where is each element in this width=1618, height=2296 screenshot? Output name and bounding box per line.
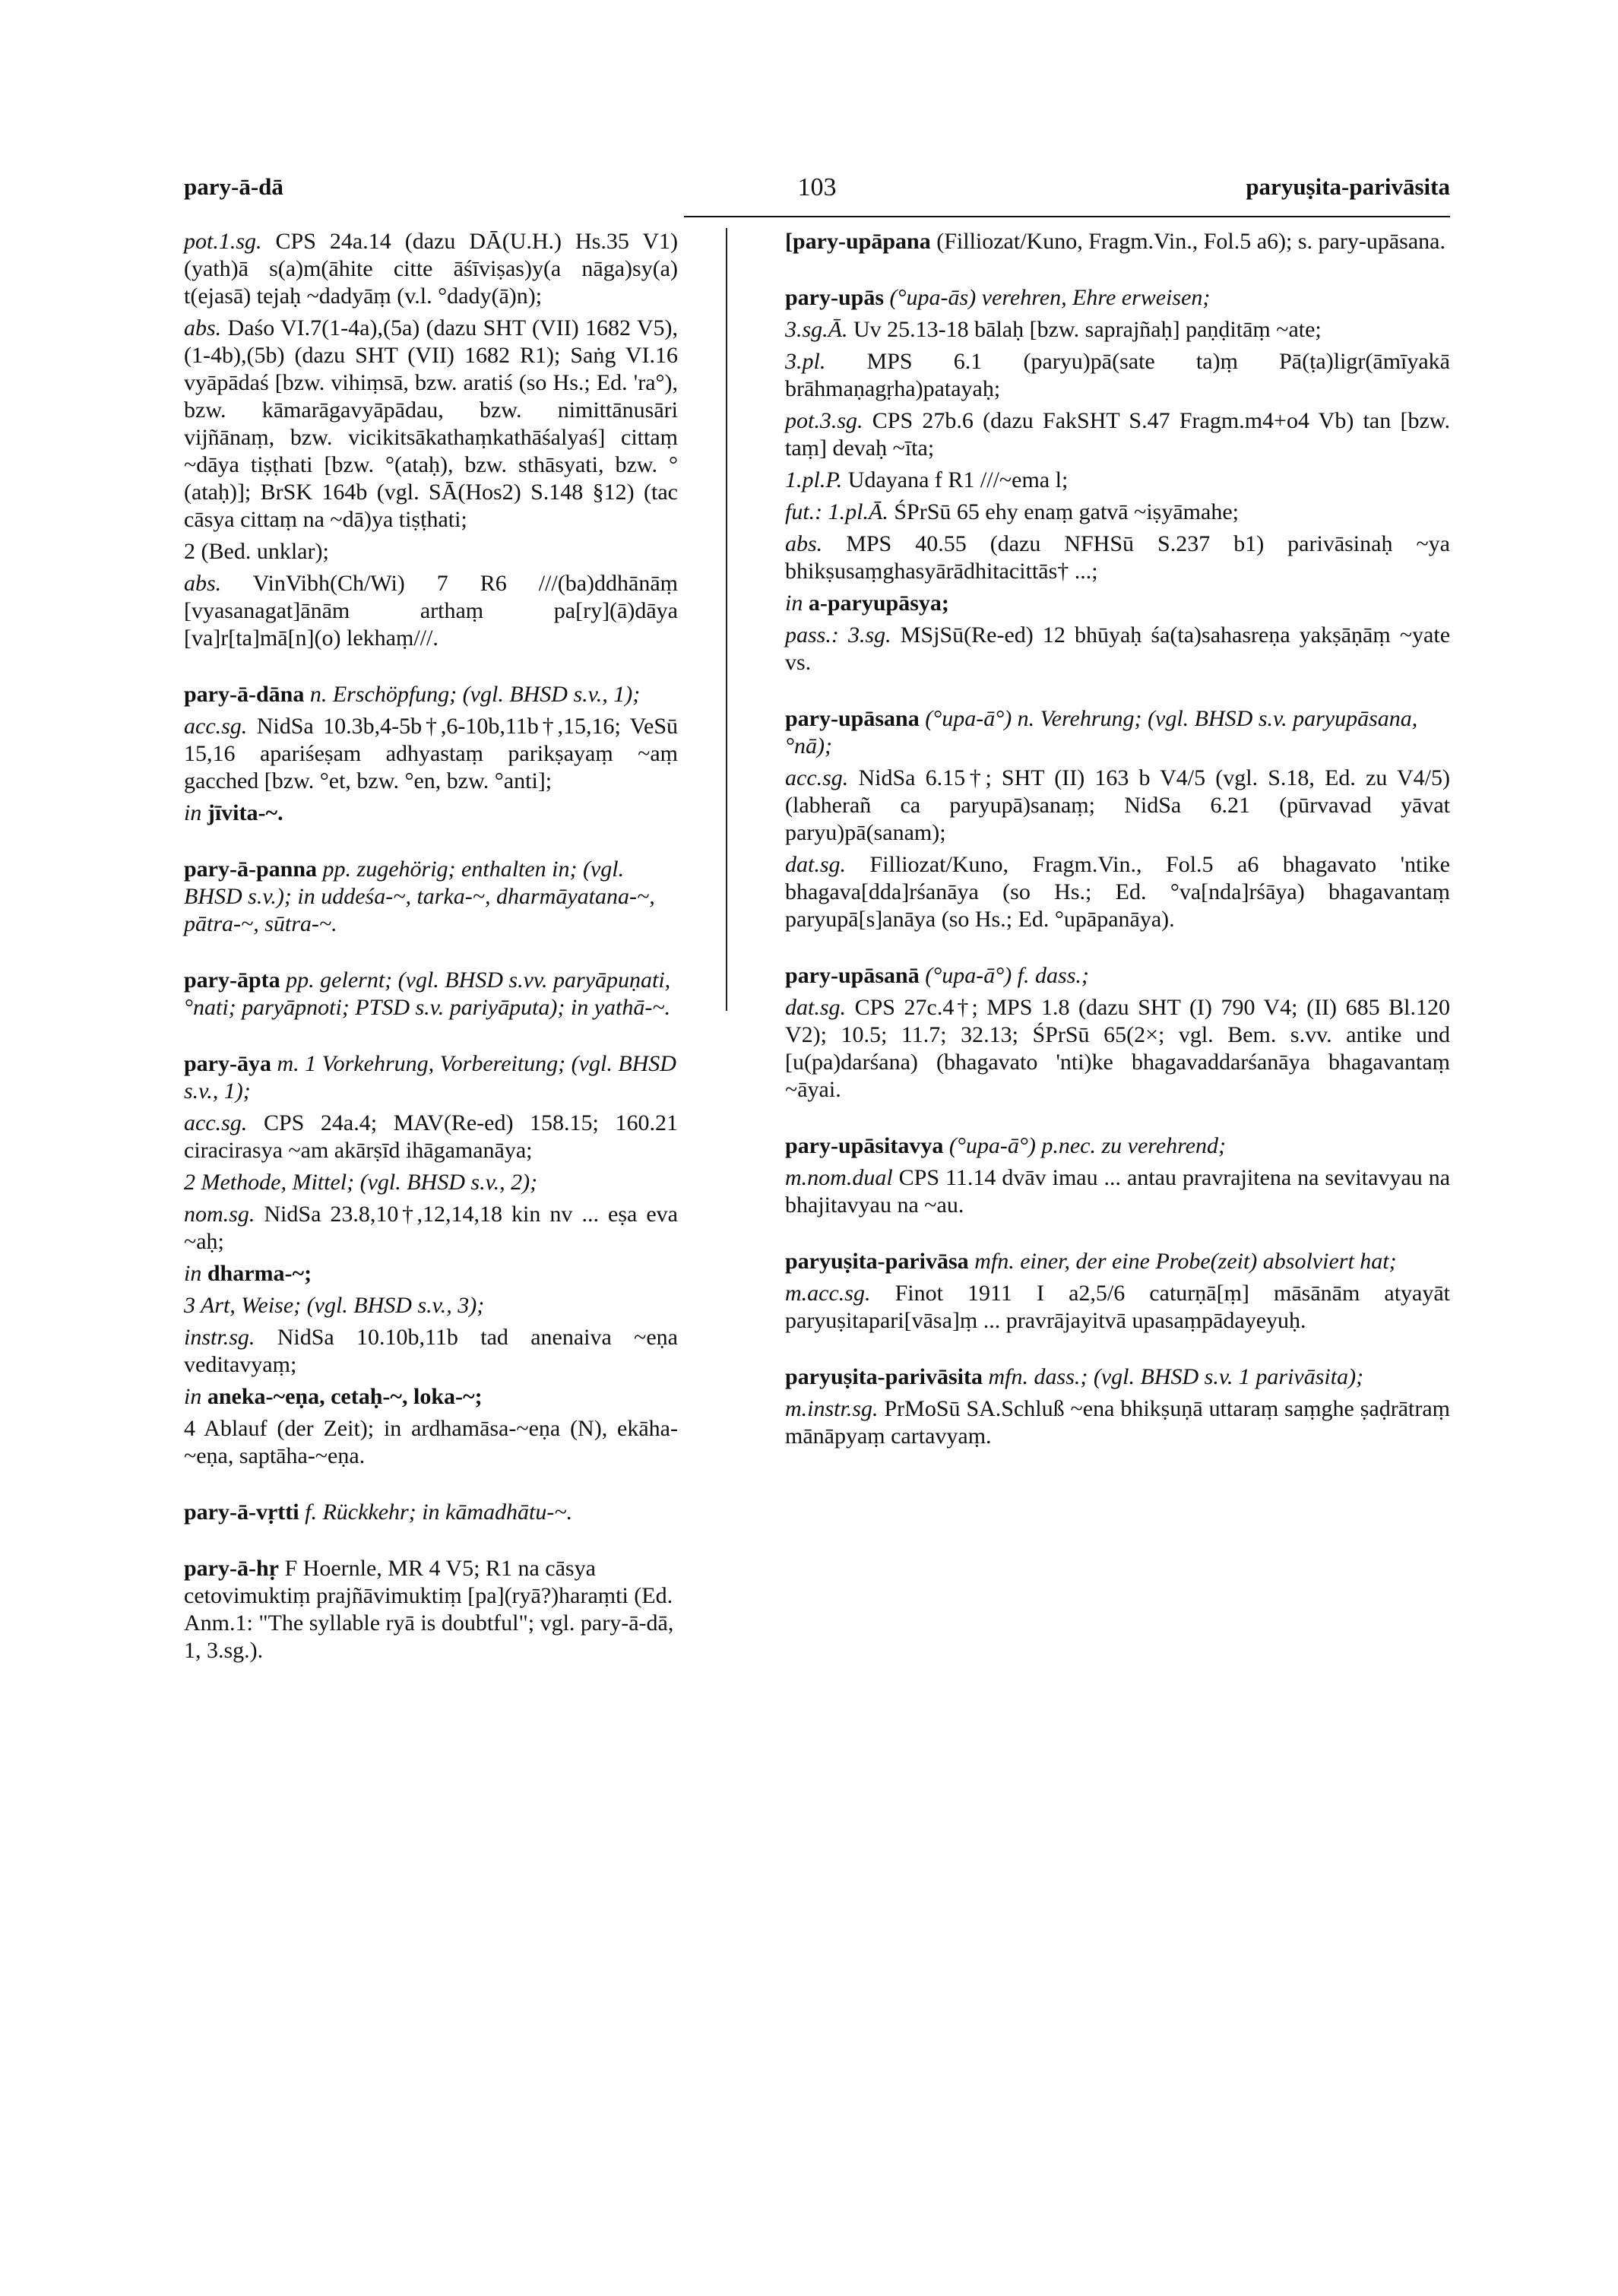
line-text: PrMoSū SA.Schluß ~ena bhikṣuṇā uttaraṃ saṃghe ṣaḍrātraṃ mānāpyaṃ cartavyaṃ. [785,1396,1450,1449]
entry-line [184,228,678,310]
headword: paryuṣita-parivāsa [785,1249,969,1274]
line-text: jīvita-~. [207,800,283,825]
line-text: MPS 40.55 (dazu NFHSū S.237 b1) parivāsinaḥ ~ya bhikṣusaṃghasyārādhitacittās† ...; [785,531,1450,584]
dictionary-entry [785,705,1450,933]
entry-line [785,622,1450,676]
entry-headline [785,228,1450,255]
entry-line [785,1395,1450,1450]
entry-line [184,1415,678,1470]
line-text: CPS 27b.6 (dazu FakSHT S.47 Fragm.m4+o4 Vb) tan [bzw. taṃ] devaḥ ~īta; [785,408,1451,461]
entry-line [785,467,1450,494]
entry-line [184,1260,678,1287]
grammar-label: abs. [184,315,222,340]
line-text: CPS 24a.4; MAV(Re-ed) 158.15; 160.21 ciracirasya ~am akārṣīd ihāgamanāya; [184,1110,679,1163]
line-text: Udayana f R1 ///~ema l; [847,467,1069,492]
line-text: 3 Art, Weise; (vgl. BHSD s.v., 3); [184,1293,485,1318]
line-text: MSjSū(Re-ed) 12 bhūyaḥ śa(ta)sahasreṇa yakṣāṇāṃ ~yate vs. [785,622,1451,675]
entry-line [184,713,678,795]
headword: pary-upās [785,285,885,310]
definition: (°upa-ā°) n. Verehrung; (vgl. BHSD s.v. paryupāsana, °nā); [785,706,1418,758]
line-text: a-paryupāsya; [808,591,949,616]
definition: f. Rückkehr; in kāmadhātu-~. [305,1500,573,1525]
line-text: 2 Methode, Mittel; (vgl. BHSD s.v., 2); [184,1170,538,1195]
entry-continuation [184,228,678,652]
headword: pary-āya [184,1051,271,1076]
grammar-label: in [184,800,202,825]
right-column [785,228,1450,1479]
entry-line [184,800,678,827]
entry-headline [785,1363,1450,1391]
dictionary-entry [785,962,1450,1104]
entry-line [184,1324,678,1379]
headword: pary-ā-hṛ [184,1556,279,1581]
dictionary-entry [785,1363,1450,1450]
left-column [184,228,678,1693]
dictionary-entry [184,856,678,938]
entry-line [785,348,1450,403]
entry-headline [184,856,678,938]
grammar-label: m.nom.dual [785,1165,893,1190]
dictionary-entry [184,1050,678,1470]
grammar-label: 3.pl. [785,349,826,374]
entry-line [785,851,1450,933]
definition: mfn. dass.; (vgl. BHSD s.v. 1 parivāsita); [988,1364,1364,1389]
grammar-label: acc.sg. [184,714,248,739]
page-header [184,173,1450,207]
headword: [pary-upāpana [785,229,931,254]
dictionary-entry [184,1555,678,1664]
grammar-label: m.acc.sg. [785,1281,871,1306]
entry-line [785,316,1450,344]
dictionary-entry [184,681,678,827]
grammar-label: pot.3.sg. [785,408,863,433]
entry-line [785,499,1450,526]
definition: mfn. einer, der eine Probe(zeit) absolviert hat; [974,1249,1397,1274]
entry-line [184,1292,678,1319]
headword: pary-ā-panna [184,857,318,882]
grammar-label: acc.sg. [785,765,849,790]
line-text: NidSa 10.3b,4-5b†,6-10b,11b†,15,16; VeSū 15,16 apariśeṣam adhyastaṃ parikṣayaṃ ~aṃ gacched [bzw. °et, bzw. °en, bzw. °anti]; [184,714,679,793]
entry-line [184,1201,678,1256]
line-text: 4 Ablauf (der Zeit); in ardhamāsa-~eṇa (N), ekāha-~eṇa, saptāha-~eṇa. [184,1416,678,1468]
headword: pary-upāsana [785,706,920,731]
entry-headline [785,1132,1450,1160]
entry-headline [785,962,1450,990]
line-text: aneka-~eṇa, cetaḥ-~, loka-~; [207,1384,483,1409]
entry-headline [785,705,1450,760]
entry-line [785,1164,1450,1219]
column-divider [726,228,727,1011]
dictionary-entry [785,284,1450,676]
entry-line [184,1110,678,1164]
definition: pp. zugehörig; enthalten in; (vgl. BHSD s.v.); in uddeśa-~, tarka-~, dharmāyatana-~, pātra-~, sūtra-~. [184,857,655,936]
line-text: Uv 25.13-18 bālaḥ [bzw. saprajñaḥ] paṇḍitāṃ ~ate; [853,317,1322,342]
grammar-label: m.instr.sg. [785,1396,879,1421]
headword: pary-upāsanā [785,963,920,988]
grammar-label: in [184,1261,202,1286]
entry-headline [184,1555,678,1664]
headword: pary-upāsitavya [785,1133,944,1158]
grammar-label: dat.sg. [785,995,847,1020]
grammar-label: dat.sg. [785,852,847,877]
grammar-label: nom.sg. [184,1202,255,1227]
definition: (°upa-ā°) f. dass.; [925,963,1089,988]
definition: F Hoernle, MR 4 V5; R1 na cāsya cetovimuktiṃ prajñāvimuktiṃ [pa](ryā?)haraṃti (Ed. Anm.1: "The syllable ryā is doubtful"; vgl. pary-ā-dā, 1, 3.sg.). [184,1556,674,1663]
line-text: 2 (Bed. unklar); [184,539,329,564]
dictionary-entry [785,1132,1450,1219]
definition: pp. gelernt; (vgl. BHSD s.vv. paryāpuṇati, °nati; paryāpnoti; PTSD s.v. pariyāputa); in yathā-~. [184,967,671,1020]
definition: (Filliozat/Kuno, Fragm.Vin., Fol.5 a6); s. pary-upāsana. [936,229,1445,254]
line-text: NidSa 23.8,10†,12,14,18 kin nv ... eṣa eva ~aḥ; [184,1202,678,1254]
line-text: Finot 1911 I a2,5/6 caturṇā[ṃ] māsānām atyayāt paryuṣitapari[vāsa]ṃ ... pravrājayitvā upasaṃpādayeyuḥ. [785,1281,1450,1333]
line-text: Daśo VI.7(1-4a),(5a) (dazu SHT (VII) 1682 V5),(1-4b),(5b) (dazu SHT (VII) 1682 R1); Saṅg VI.16 vyāpādaś [bzw. vihiṃsā, bzw. aratiś (so Hs.; Ed. 'ra°), bzw. kāmarāgavyāpādau, bzw. nimittānusāri vijñānaṃ, bzw. vicikitsākathaṃkathāśalyaś] cittaṃ ~dāya tiṣṭhati [bzw. °(ataḥ), bzw. sthāsyati, bzw. °(ataḥ)]; BrSK 164b (vgl. SĀ(Hos2) S.148 §12) (tac cāsya cittaṃ na ~dā)ya tiṣṭhati; [184,315,679,532]
dictionary-entry [184,1499,678,1526]
line-text: dharma-~; [207,1261,312,1286]
entry-line [184,315,678,534]
page-number: 103 [797,173,837,201]
headword: pary-ā-dāna [184,682,305,707]
grammar-label: fut.: 1.pl.Ā. [785,499,888,524]
grammar-label: abs. [785,531,823,556]
dictionary-entry [184,967,678,1021]
grammar-label: in [184,1384,202,1409]
line-text: ŚPrSū 65 ehy enaṃ gatvā ~iṣyāmahe; [894,499,1239,524]
entry-headline [184,1050,678,1105]
dictionary-entry [785,1248,1450,1335]
headword: pary-āpta [184,967,280,993]
entry-line [184,1169,678,1196]
grammar-label: abs. [184,571,222,596]
line-text: VinVibh(Ch/Wi) 7 R6 ///(ba)ddhānāṃ [vyasanagat]ānām arthaṃ pa[ry](ā)dāya [va]r[ta]mā[n](o) lekhaṃ///. [184,571,678,651]
entry-headline [785,284,1450,312]
grammar-label: acc.sg. [184,1110,248,1135]
entry-line [184,538,678,565]
entry-headline [184,681,678,708]
line-text: NidSa 10.10b,11b tad anenaiva ~eṇa veditavyaṃ; [184,1325,678,1377]
entry-line [184,570,678,652]
headword: pary-ā-vṛtti [184,1500,299,1525]
definition: n. Erschöpfung; (vgl. BHSD s.v., 1); [309,682,641,707]
line-text: CPS 24a.14 (dazu DĀ(U.H.) Hs.35 V1) (yath)ā s(a)m(āhite citte āśīviṣas)y(a nāga)sy(a) t(ejasā) tejaḥ ~dadyāṃ (v.l. °dady(ā)n); [184,229,678,309]
definition: (°upa-ā°) p.nec. zu verehrend; [948,1133,1227,1158]
line-text: CPS 27c.4†; MPS 1.8 (dazu SHT (I) 790 V4; (II) 685 Bl.120 V2); 10.5; 11.7; 32.13; ŚPrSū 65(2×; vgl. Bem. s.vv. antike und [u(pa)darśana) (bhagavato 'nti)ke bhagavaddarśanāya bhagavantaṃ ~āyai. [785,995,1451,1102]
grammar-label: 3.sg.Ā. [785,317,848,342]
grammar-label: pot.1.sg. [184,229,262,254]
entry-headline [184,1499,678,1526]
entry-line [184,1383,678,1411]
running-head-left: pary-ā-dā [184,173,283,200]
running-head-right: paryuṣita-parivāsita [1246,173,1450,200]
entry-headline [785,1248,1450,1275]
definition: (°upa-ās) verehren, Ehre erweisen; [889,285,1211,310]
entry-line [785,530,1450,585]
definition: m. 1 Vorkehrung, Vorbereitung; (vgl. BHSD s.v., 1); [184,1051,676,1104]
entry-line [785,407,1450,462]
entry-line [785,994,1450,1104]
line-text: Filliozat/Kuno, Fragm.Vin., Fol.5 a6 bhagavato 'ntike bhagava[dda]rśanāya (so Hs.; Ed. °va[nda]rśāya) bhagavantaṃ paryupā[s]anāya (so Hs.; Ed. °upāpanāya). [785,852,1450,932]
grammar-label: 1.pl.P. [785,467,843,492]
grammar-label: in [785,591,803,616]
entry-line [785,1280,1450,1335]
grammar-label: pass.: 3.sg. [785,622,891,648]
line-text: CPS 11.14 dvāv imau ... antau pravrajitena na sevitavyau na bhajitavyau na ~au. [785,1165,1451,1218]
dictionary-entry [785,228,1450,255]
headword: paryuṣita-parivāsita [785,1364,983,1389]
entry-headline [184,967,678,1021]
entry-line [785,590,1450,617]
line-text: NidSa 6.15†; SHT (II) 163 b V4/5 (vgl. S.18, Ed. zu V4/5) (labherañ ca paryupā)sanaṃ; NidSa 6.21 (pūrvavad yāvat paryu)pā(sanam); [785,765,1450,845]
entry-line [785,765,1450,847]
header-rule [684,216,1450,217]
line-text: MPS 6.1 (paryu)pā(sate ta)ṃ Pā(ṭa)ligr(āmīyakā brāhmaṇagṛha)patayaḥ; [785,349,1450,401]
grammar-label: instr.sg. [184,1325,255,1350]
